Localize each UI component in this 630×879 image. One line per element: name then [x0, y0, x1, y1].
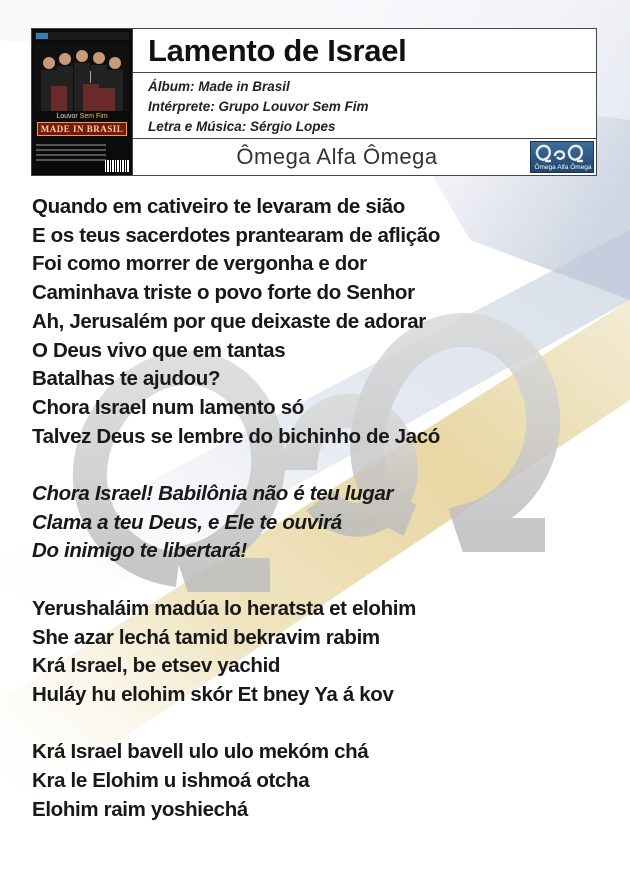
stanza-3: [32, 595, 612, 710]
album-line: Álbum: Made in Brasil: [148, 79, 290, 94]
lyric-line: Kra le Elohim u ishmoá otcha: [32, 769, 310, 793]
lyric-line: O Deus vivo que em tantas: [32, 338, 286, 362]
lyric-line: Krá Israel bavell ulo ulo mekóm chá: [32, 740, 369, 764]
stanza-2-chorus: [32, 480, 612, 566]
ministry-footer: [132, 139, 596, 175]
stanza-1: [32, 193, 612, 451]
album-cover: [32, 29, 133, 175]
lyric-line: Foi como morrer de vergonha e dor: [32, 252, 367, 276]
lyric-line: Quando em cativeiro te levaram de sião: [32, 195, 405, 218]
lyric-line: Clama a teu Deus, e Ele te ouvirá: [32, 510, 342, 534]
logo-caption: Ômega Alfa Ômega: [534, 164, 592, 171]
song-header: [31, 28, 597, 176]
lyric-line: Batalhas te ajudou?: [32, 367, 221, 391]
lyrics: [32, 193, 612, 853]
cover-fine-print: [36, 144, 106, 164]
omega-alfa-omega-logo: [530, 141, 594, 173]
credits-line: Letra e Música: Sérgio Lopes: [148, 119, 336, 134]
lyric-line: E os teus sacerdotes prantearam de aflição: [32, 223, 441, 247]
lyric-line: She azar lechá tamid bekravim rabim: [32, 625, 380, 649]
song-metadata: [132, 73, 596, 139]
lyric-line: Elohim raim yoshiechá: [32, 797, 248, 821]
lyric-line: Chora Israel num lamento só: [32, 395, 304, 419]
lyric-line: Talvez Deus se lembre do bichinho de Jacó: [32, 424, 440, 448]
stanza-4: [32, 738, 612, 824]
cover-barcode: [105, 160, 129, 172]
performer-line: Intérprete: Grupo Louvor Sem Fim: [148, 99, 369, 114]
lyric-line: Huláy hu elohim skór Et bney Ya á kov: [32, 682, 394, 706]
lyric-line: Do inimigo te libertará!: [32, 539, 247, 563]
logo-mark-icon: [531, 142, 593, 164]
lyric-line: Chora Israel! Babilônia não é teu lugar: [32, 482, 394, 506]
song-title: Lamento de Israel: [132, 29, 596, 73]
lyric-line: Ah, Jerusalém por que deixaste de adorar: [32, 309, 426, 333]
lyric-line: Yerushaláim madúa lo heratsta et elohim: [32, 596, 416, 620]
cover-brand-suffix: Sem Fim: [79, 113, 108, 120]
cover-top-strip: [35, 32, 129, 40]
cover-label-tag: [36, 33, 48, 39]
cover-album-plate: MADE IN BRASIL: [37, 122, 127, 136]
lyric-line: Caminhava triste o povo forte do Senhor: [32, 281, 415, 305]
cover-brand: [32, 113, 132, 120]
lyric-line: Krá Israel, be etsev yachid: [32, 654, 281, 678]
ministry-name: Ômega Alfa Ômega: [236, 144, 438, 169]
cover-brand-prefix: Louvor: [56, 113, 78, 120]
group-photo: [35, 43, 129, 111]
